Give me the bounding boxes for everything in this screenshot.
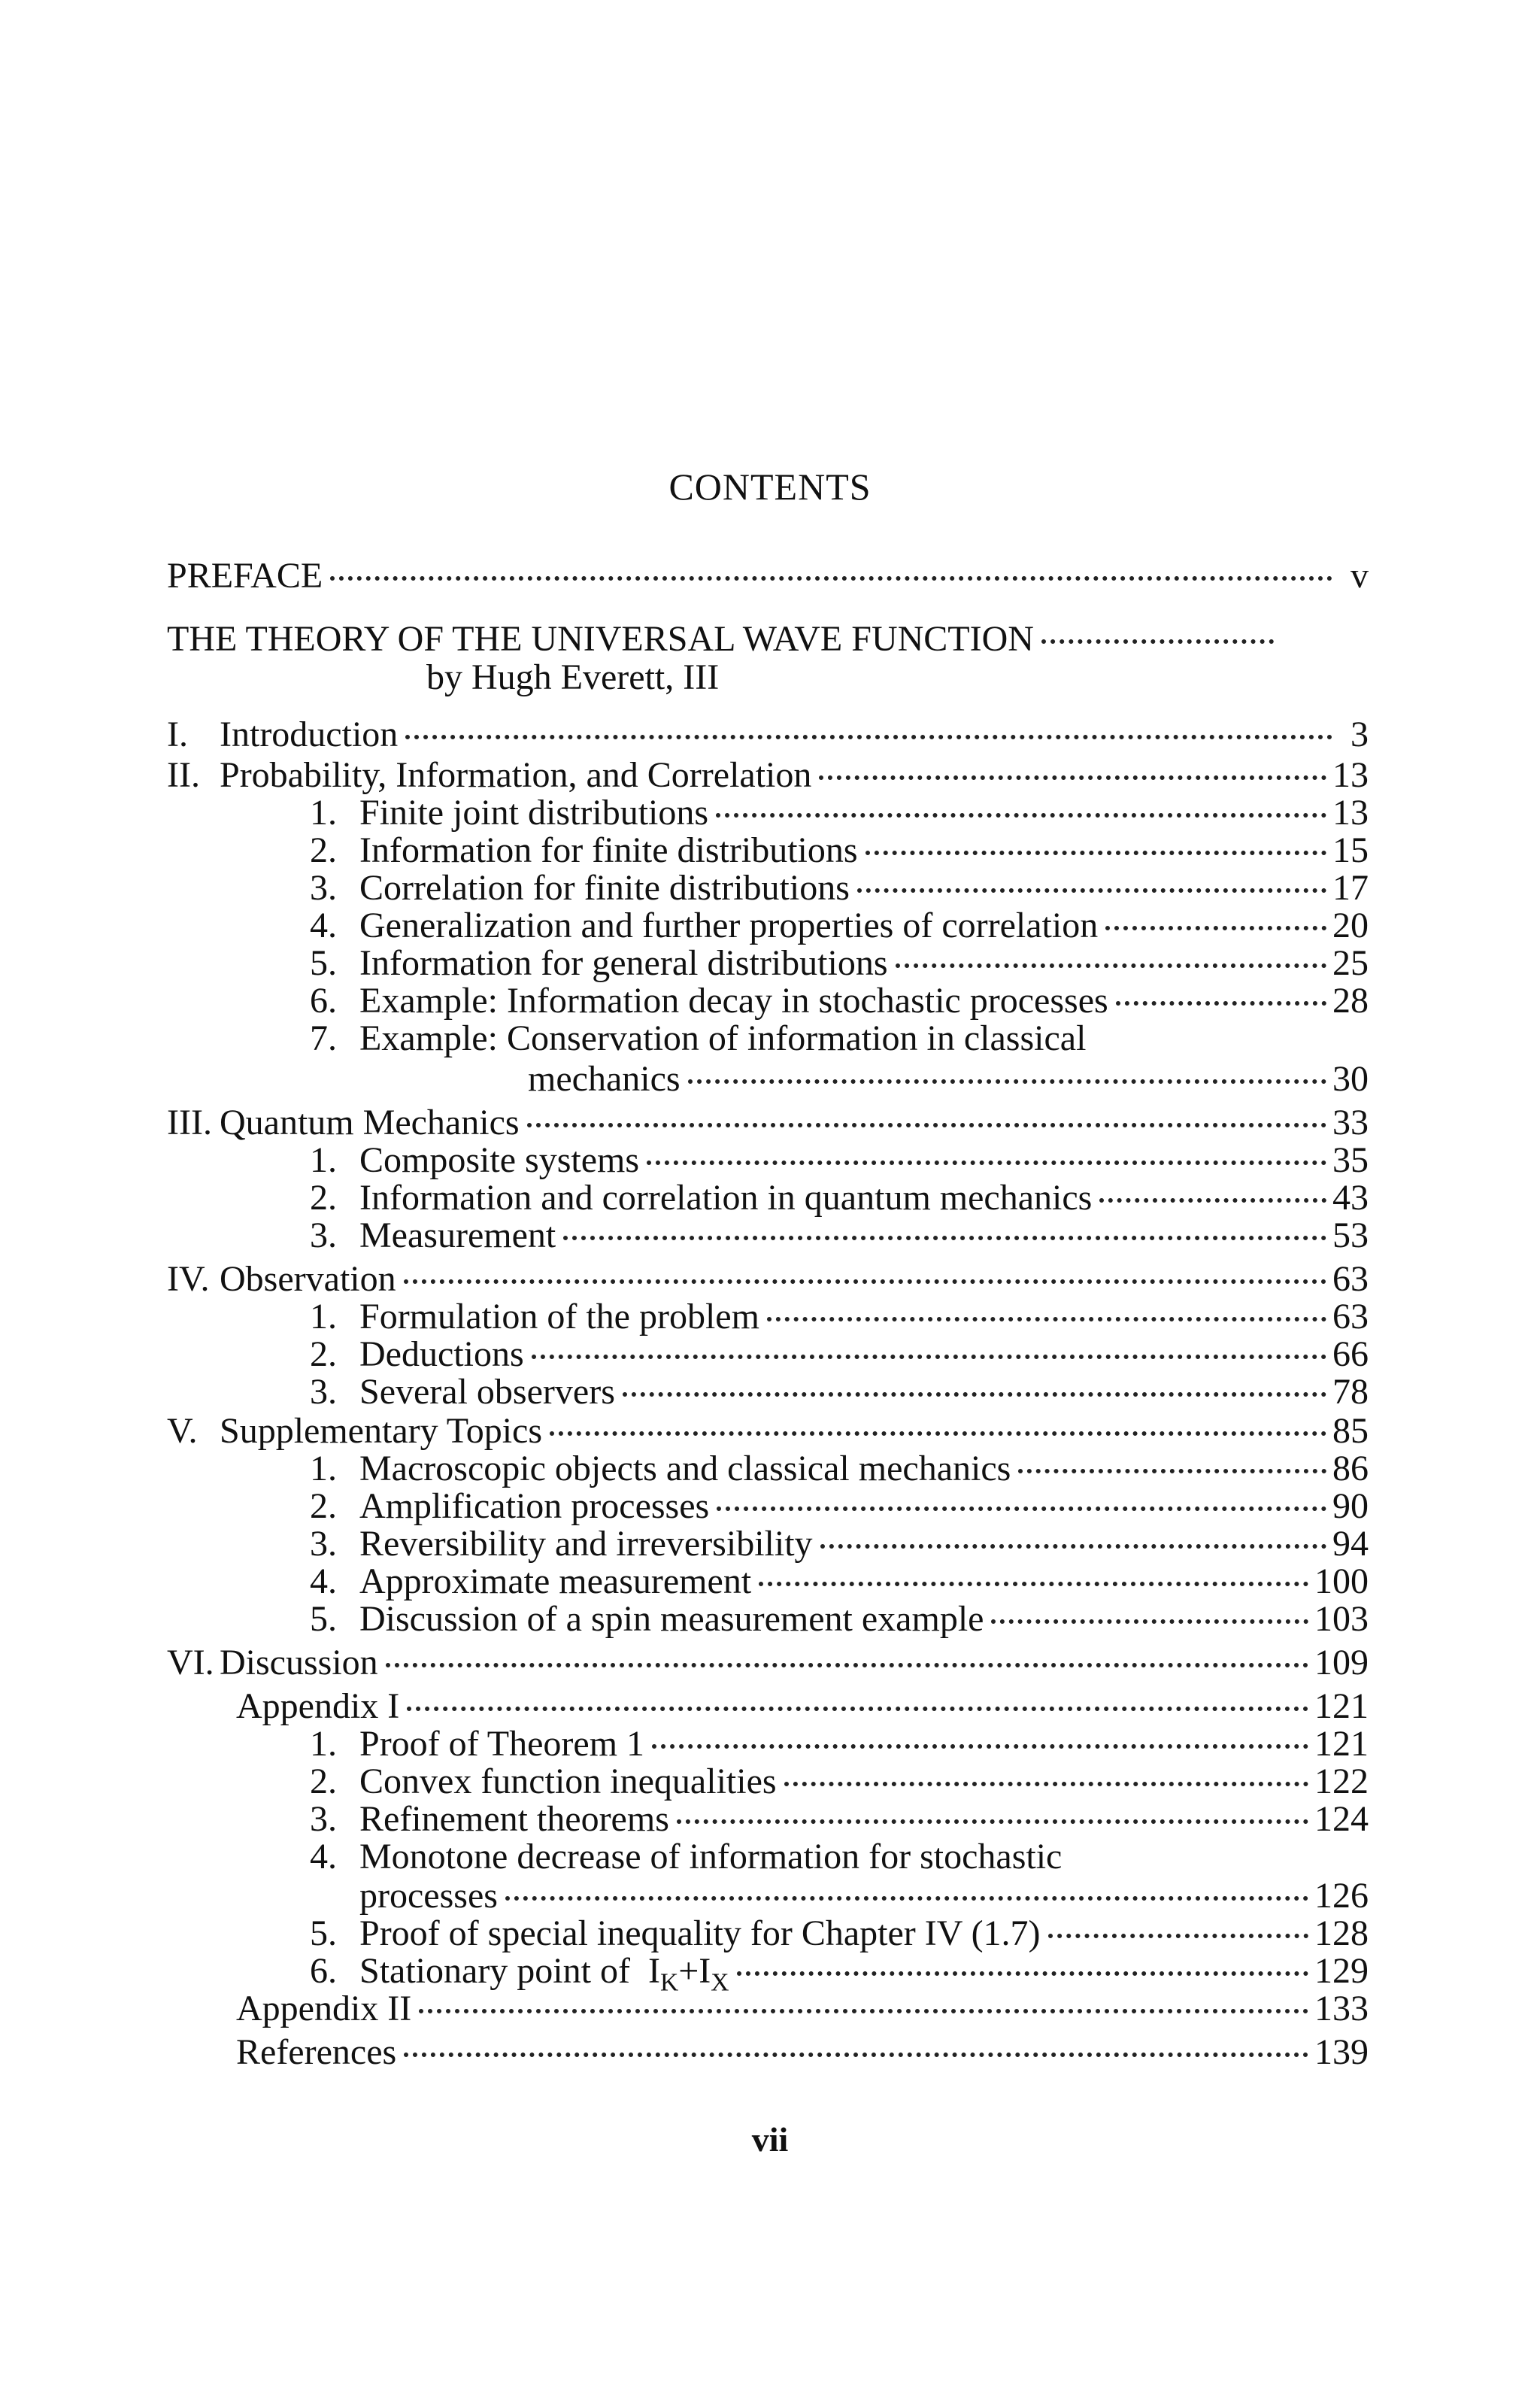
entry-label: Macroscopic objects and classical mechanics: [359, 1449, 1011, 1488]
leader-dots: [784, 1782, 1308, 1786]
leader-dots: [330, 576, 1332, 581]
entry-label: Probability, Information, and Correlation: [220, 755, 812, 795]
leader-dots: [550, 1431, 1326, 1436]
leader-dots: [527, 1123, 1326, 1127]
entry-page: 25: [1332, 943, 1369, 983]
chapter-number: III.: [167, 1103, 212, 1142]
entry-label: Proof of Theorem 1: [359, 1724, 645, 1764]
entry-page: 86: [1332, 1449, 1369, 1488]
entry-page: 3: [1351, 715, 1369, 754]
entry-page: 78: [1332, 1372, 1369, 1412]
entry-label: Generalization and further properties of correlation: [359, 906, 1099, 945]
entry-label: Observation: [220, 1259, 396, 1299]
entry-label: Discussion: [220, 1643, 378, 1682]
entry-label: Reversibility and irreversibility: [359, 1524, 813, 1564]
entry-page: 103: [1314, 1599, 1369, 1639]
leader-dots: [404, 1279, 1326, 1284]
chapter-number: VI.: [167, 1643, 214, 1682]
entry-label: Composite systems: [359, 1140, 640, 1180]
section-number: 1.: [310, 1724, 337, 1764]
section-number: 1.: [310, 793, 337, 833]
section-number: 3.: [310, 1524, 337, 1564]
leader-dots: [857, 888, 1326, 893]
entry-page: 128: [1314, 1913, 1369, 1953]
leader-dots: [1116, 1001, 1326, 1006]
formula-subscript: X: [711, 1968, 729, 1997]
section-number: 3.: [310, 1799, 337, 1839]
entry-label: Monotone decrease of information for stochastic: [359, 1837, 1063, 1877]
chapter-number: V.: [167, 1411, 198, 1451]
entry-page: 66: [1332, 1334, 1369, 1374]
toc-chapter-6[interactable]: [167, 1640, 1369, 1686]
section-number: 4.: [310, 1561, 337, 1601]
leader-dots: [1105, 926, 1326, 930]
leader-dots: [677, 1819, 1308, 1824]
entry-page: 28: [1332, 981, 1369, 1021]
leader-dots: [716, 813, 1326, 818]
section-number: 4.: [310, 906, 337, 945]
leader-dots: [688, 1079, 1326, 1084]
leader-dots: [717, 1506, 1326, 1511]
section-number: 4.: [310, 1837, 337, 1877]
entry-label: Supplementary Topics: [220, 1411, 543, 1451]
leader-dots: [1099, 1198, 1326, 1203]
leader-dots: [419, 2009, 1308, 2013]
toc-section[interactable]: [310, 1212, 1369, 1259]
entry-label: Approximate measurement: [359, 1561, 752, 1601]
entry-page: 109: [1314, 1643, 1369, 1682]
toc-entry-preface[interactable]: [167, 553, 1369, 599]
section-number: 5.: [310, 1599, 337, 1639]
entry-page: 94: [1332, 1524, 1369, 1564]
entry-page: 13: [1332, 793, 1369, 833]
formula-subscript: K: [659, 1968, 679, 1997]
entry-label: THE THEORY OF THE UNIVERSAL WAVE FUNCTION: [167, 619, 1034, 659]
section-number: 5.: [310, 1913, 337, 1953]
toc-chapter-1[interactable]: [167, 711, 1369, 758]
entry-page: 30: [1332, 1059, 1369, 1099]
entry-label: Information for finite distributions: [359, 830, 858, 870]
section-number: 2.: [310, 830, 337, 870]
leader-dots: [1018, 1469, 1326, 1473]
entry-label: Proof of special inequality for Chapter IV (1.7): [359, 1913, 1041, 1953]
leader-dots: [767, 1317, 1326, 1321]
section-number: 1.: [310, 1449, 337, 1488]
section-number: 2.: [310, 1761, 337, 1801]
leader-dots: [652, 1744, 1308, 1749]
entry-label: Appendix I: [236, 1686, 400, 1726]
entry-label: References: [236, 2032, 397, 2072]
leader-dots: [386, 1663, 1308, 1667]
entry-label: PREFACE: [167, 556, 323, 596]
leader-dots: [505, 1896, 1308, 1901]
entry-label: Correlation for finite distributions: [359, 868, 850, 908]
entry-label: Discussion of a spin measurement example: [359, 1599, 984, 1639]
entry-page: 121: [1314, 1686, 1369, 1726]
section-number: 5.: [310, 943, 337, 983]
entry-page: v: [1351, 556, 1369, 596]
entry-page: 43: [1332, 1178, 1369, 1218]
entry-page: 33: [1332, 1103, 1369, 1142]
section-number: 3.: [310, 868, 337, 908]
leader-dots: [819, 775, 1326, 780]
leader-dots: [405, 735, 1332, 739]
leader-dots: [563, 1236, 1326, 1240]
toc-section[interactable]: [310, 1596, 1369, 1643]
formula-symbol: I: [647, 1951, 660, 1991]
entry-label: Appendix II: [236, 1989, 412, 2028]
leader-dots: [896, 963, 1327, 968]
entry-page: 100: [1314, 1561, 1369, 1601]
section-number: 6.: [310, 981, 337, 1021]
entry-page: 129: [1314, 1951, 1369, 1991]
page-number: vii: [751, 2120, 789, 2159]
leader-dots: [407, 1707, 1308, 1711]
toc-section-continuation[interactable]: [528, 1056, 1369, 1103]
toc-references[interactable]: [236, 2029, 1369, 2076]
toc-entry-theory[interactable]: [167, 616, 1310, 663]
entry-page: 17: [1332, 868, 1369, 908]
entry-label: Formulation of the problem: [359, 1297, 759, 1337]
entry-page: 126: [1314, 1876, 1369, 1916]
entry-label: Several observers: [359, 1372, 615, 1412]
entry-label: Quantum Mechanics: [220, 1103, 520, 1142]
entry-page: 35: [1332, 1140, 1369, 1180]
leader-dots: [865, 851, 1326, 855]
entry-label: Amplification processes: [359, 1486, 710, 1526]
section-number: 1.: [310, 1140, 337, 1180]
entry-page: 15: [1332, 830, 1369, 870]
section-number: 6.: [310, 1951, 337, 1991]
entry-page: 90: [1332, 1486, 1369, 1526]
section-number: 7.: [310, 1018, 337, 1058]
entry-label: Convex function inequalities: [359, 1761, 777, 1801]
leader-dots: [647, 1161, 1326, 1165]
entry-label: Example: Conservation of information in classical: [359, 1018, 1087, 1058]
chapter-number: IV.: [167, 1259, 210, 1299]
leader-dots: [623, 1392, 1326, 1397]
toc-appendix-2[interactable]: [236, 1986, 1369, 2032]
toc-section[interactable]: [310, 1015, 1369, 1062]
leader-dots: [737, 1971, 1309, 1976]
entry-label: Introduction: [220, 715, 399, 754]
entry-page: 133: [1314, 1989, 1369, 2028]
leader-dots: [1041, 639, 1274, 644]
entry-page: 139: [1314, 2032, 1369, 2072]
section-number: 2.: [310, 1178, 337, 1218]
entry-label: Information for general distributions: [359, 943, 888, 983]
page-title: CONTENTS: [668, 466, 872, 508]
leader-dots: [759, 1582, 1308, 1586]
section-number: 2.: [310, 1486, 337, 1526]
entry-page: 124: [1314, 1799, 1369, 1839]
entry-label: Refinement theorems: [359, 1799, 669, 1839]
entry-label-continued: mechanics: [528, 1059, 681, 1099]
entry-page: 121: [1314, 1724, 1369, 1764]
section-number: 3.: [310, 1372, 337, 1412]
entry-label-text: Stationary point of: [359, 1951, 630, 1991]
entry-page: 53: [1332, 1215, 1369, 1255]
leader-dots: [1048, 1934, 1308, 1938]
leader-dots: [404, 2053, 1308, 2057]
entry-page: 63: [1332, 1297, 1369, 1337]
formula-symbol: I: [699, 1951, 711, 1991]
entry-label: Deductions: [359, 1334, 524, 1374]
entry-label: Information and correlation in quantum mechanics: [359, 1178, 1093, 1218]
author-byline: by Hugh Everett, III: [426, 657, 720, 697]
entry-page: 85: [1332, 1411, 1369, 1451]
leader-dots: [532, 1355, 1326, 1359]
formula-operator: +: [678, 1951, 699, 1991]
leader-dots: [991, 1619, 1308, 1624]
chapter-number: I.: [167, 715, 188, 754]
section-number: 2.: [310, 1334, 337, 1374]
section-number: 3.: [310, 1215, 337, 1255]
entry-label: Measurement: [359, 1215, 556, 1255]
entry-label: Example: Information decay in stochastic processes: [359, 981, 1108, 1021]
leader-dots: [820, 1544, 1326, 1549]
entry-page: 20: [1332, 906, 1369, 945]
entry-page: 63: [1332, 1259, 1369, 1299]
entry-label: Finite joint distributions: [359, 793, 709, 833]
entry-page: 13: [1332, 755, 1369, 795]
entry-page: 122: [1314, 1761, 1369, 1801]
section-number: 1.: [310, 1297, 337, 1337]
entry-label-continued: processes: [359, 1876, 498, 1916]
chapter-number: II.: [167, 755, 200, 795]
